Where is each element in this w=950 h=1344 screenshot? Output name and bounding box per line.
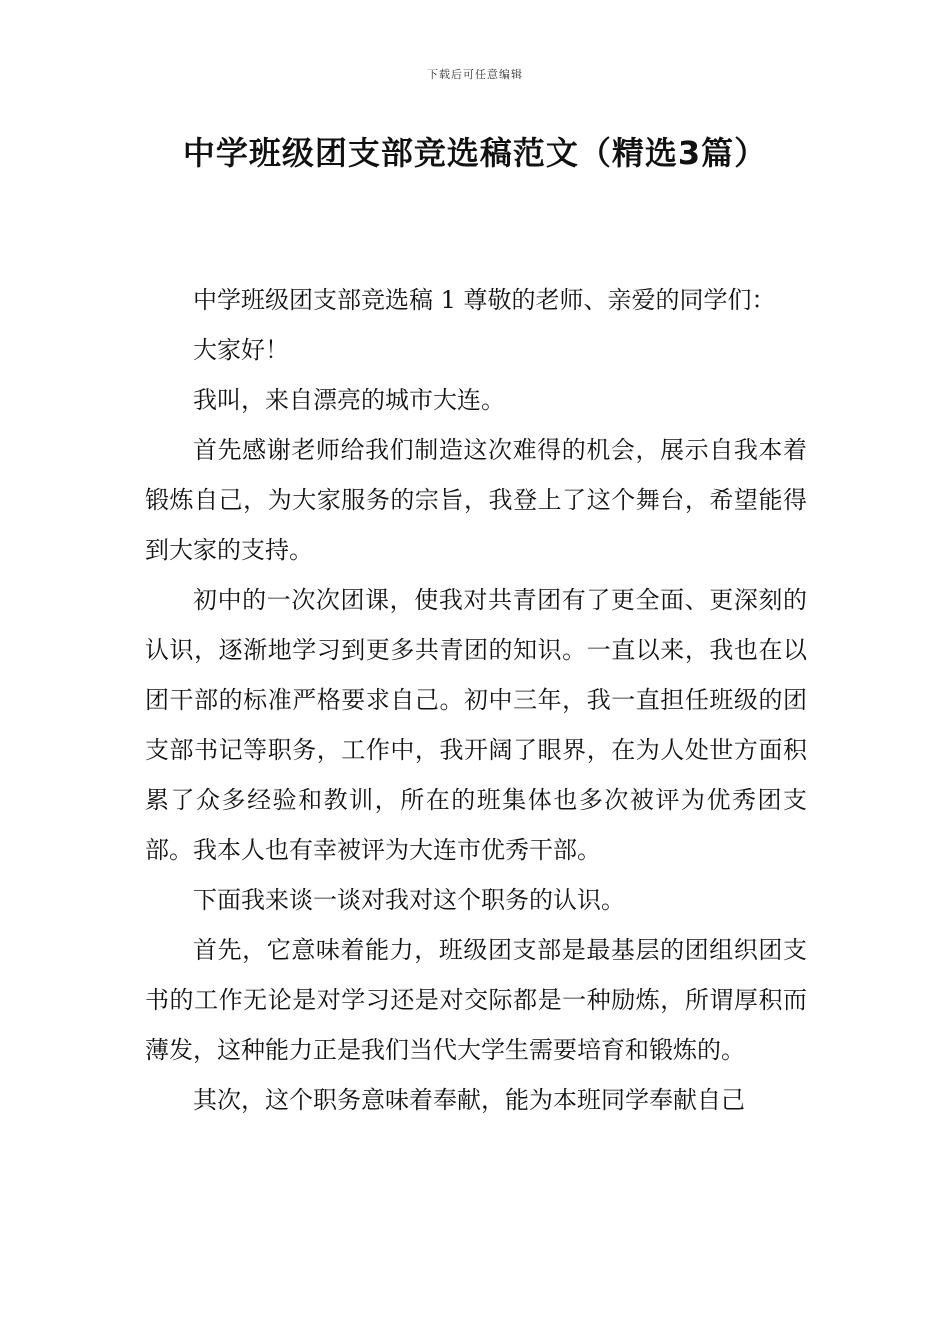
paragraph-greeting: 大家好！	[193, 336, 289, 364]
paragraph-salutation: 中学班级团支部竞选稿 1 尊敬的老师、亲爱的同学们：	[193, 286, 776, 314]
paragraph-first-point: 首先，它意味着能力，班级团支部是最基层的团组织团支书的工作无论是对学习还是对交际都是一种励炼，所谓厚积而薄发，这种能力正是我们当代大学生需要培育和锻炼的。	[145, 936, 807, 1064]
paragraph-introduction: 我叫，来自漂亮的城市大连。	[193, 386, 505, 414]
paragraph-thanks: 首先感谢老师给我们制造这次难得的机会，展示自我本着锻炼自己，为大家服务的宗旨，我登上了这个舞台，希望能得到大家的支持。	[145, 436, 807, 564]
document-body	[145, 275, 807, 1125]
paragraph-second-point: 其次，这个职务意味着奉献，能为本班同学奉献自己	[193, 1086, 745, 1114]
document-title: 中学班级团支部竞选稿范文（精选3篇）	[182, 134, 768, 172]
header-note: 下载后可任意编辑	[427, 68, 523, 81]
paragraph-understanding: 下面我来谈一谈对我对这个职务的认识。	[193, 886, 625, 914]
paragraph-experience: 初中的一次次团课，使我对共青团有了更全面、更深刻的认识，逐渐地学习到更多共青团的知识。一直以来，我也在以团干部的标准严格要求自己。初中三年，我一直担任班级的团支部书记等职务，工作中，我开阔了眼界，在为人处世方面积累了众多经验和教训，所在的班集体也多次被评为优秀团支部。我本人也有幸被评为大连市优秀干部。	[145, 586, 807, 864]
